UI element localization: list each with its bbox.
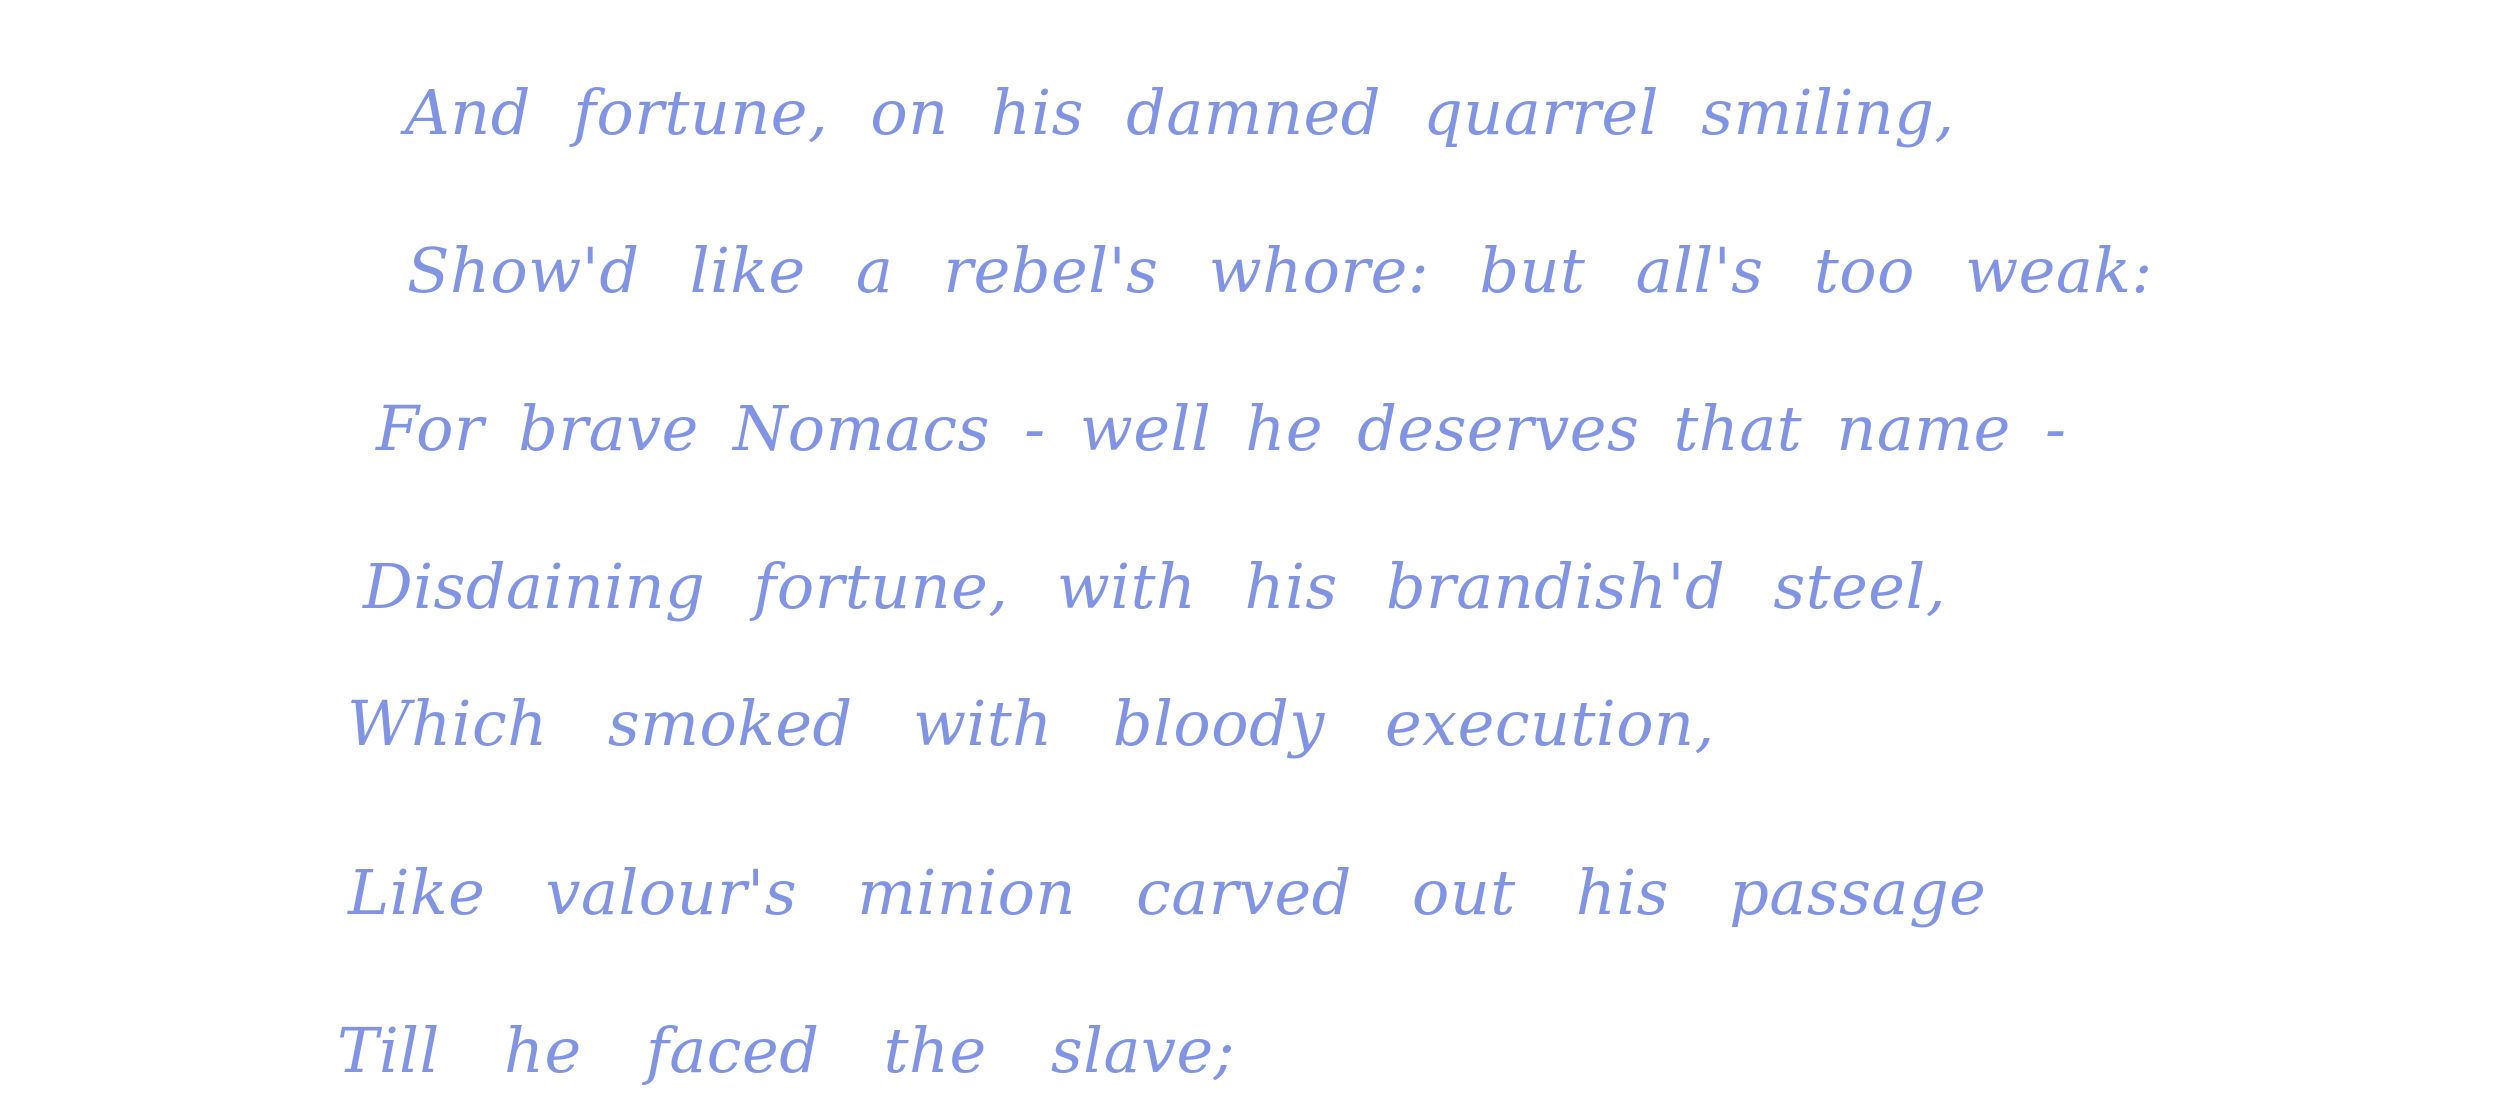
handwritten-line-6: Like valour's minion carved out his passage [348,856,1987,929]
handwritten-line-5: Which smoked with bloody execution, [347,687,1715,760]
handwritten-line-3: For brave Nomacs - well he deserves that name - [376,392,2067,465]
handwritten-line-1: And fortune, on his damned quarrel smiling, [405,76,1955,149]
handwritten-line-4: Disdaining fortune, with his brandish'd steel, [363,550,1947,623]
handwritten-line-2: Show'd like a rebel's whore: but all's too weak: [407,234,2153,307]
handwritten-line-7: Till he faced the slave; [337,1014,1236,1087]
